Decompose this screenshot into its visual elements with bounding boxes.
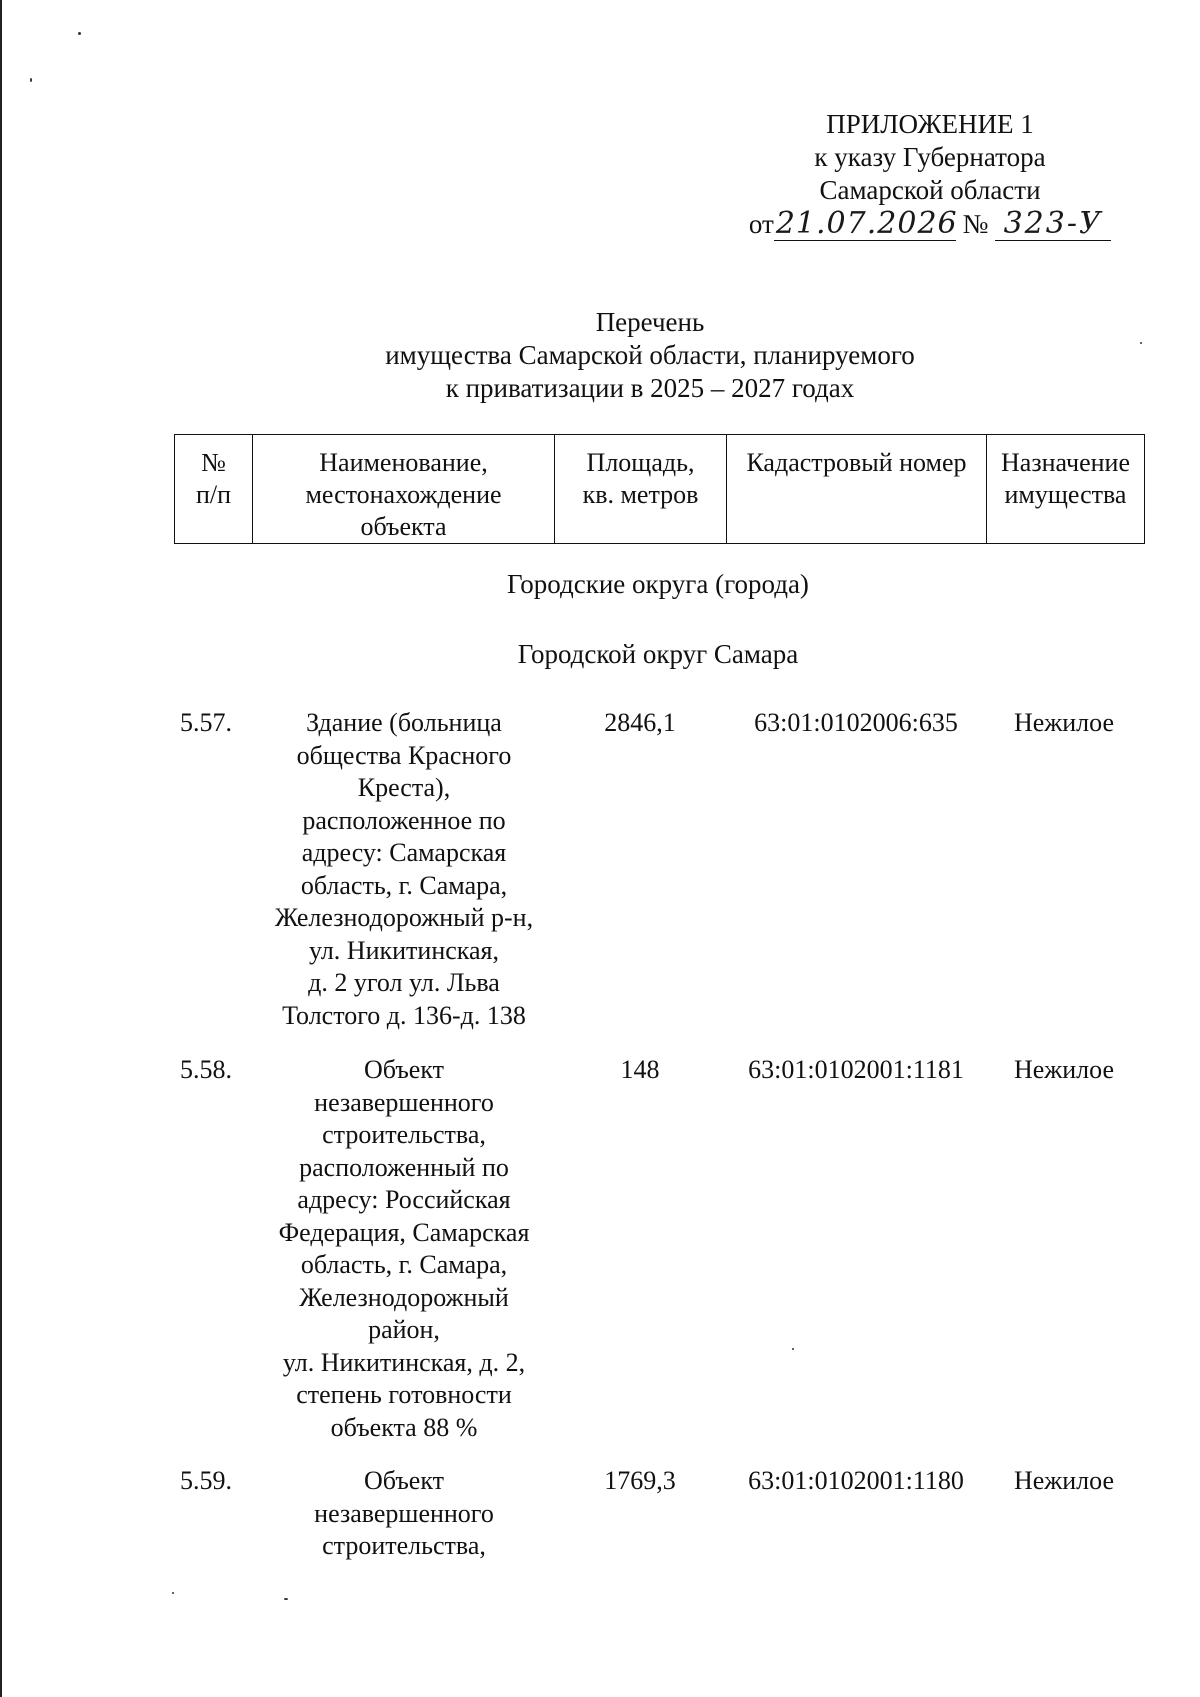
name-line: область, г. Самара, (300, 870, 508, 900)
scan-speck (78, 32, 81, 35)
table-row (174, 1054, 1142, 1442)
name-line: район, (368, 1315, 440, 1344)
name-line: расположенное по (302, 805, 506, 835)
scan-speck (30, 78, 32, 82)
name-line: общества Красного (296, 740, 512, 770)
appendix-line-decree: к указу Губернатора (814, 142, 1046, 172)
header-cell-cadastral (727, 435, 987, 544)
name-line: степень готовности (296, 1380, 512, 1409)
name-line: Объект (364, 1466, 444, 1495)
header-name-line: объекта (360, 512, 447, 541)
appendix-line-region: Самарской области (819, 175, 1041, 205)
name-line: область, г. Самара, (300, 1250, 508, 1279)
name-line: Креста), (357, 773, 451, 802)
header-num-line: № (201, 448, 226, 477)
name-line: ул. Никитинская, (308, 935, 500, 965)
name-line: Железнодорожный р-н, (274, 903, 534, 932)
table-row (174, 1465, 1142, 1560)
row-number: 5.59. (180, 1466, 232, 1495)
appendix-date-number (720, 207, 1140, 241)
section-district-heading: Городской округ Самара (517, 639, 799, 669)
table-row (174, 707, 1142, 1030)
scan-speck (172, 1592, 174, 1594)
header-cadastral-line: Кадастровый номер (746, 448, 967, 477)
page-left-edge (0, 0, 2, 1697)
row-area: 2846,1 (604, 708, 676, 737)
header-cell-area (555, 435, 727, 544)
name-line: незавершенного (314, 1498, 494, 1528)
name-line: строительства, (322, 1531, 486, 1560)
header-row (175, 435, 1145, 544)
appendix-header (720, 108, 1140, 241)
name-line: Объект (364, 1055, 444, 1084)
row-number: 5.58. (180, 1055, 232, 1084)
header-cell-name (253, 435, 555, 544)
scan-speck (792, 1348, 794, 1350)
header-cell-num (175, 435, 253, 544)
header-purpose-line: имущества (1004, 480, 1127, 509)
header-name-line: Наименование, (319, 448, 488, 477)
header-num-line: п/п (195, 480, 232, 509)
number-prefix: № (962, 209, 989, 239)
row-object-name (254, 707, 554, 1032)
row-area: 1769,3 (604, 1466, 676, 1495)
header-area-line: кв. метров (582, 480, 699, 509)
header-purpose-line: Назначение (1001, 448, 1130, 477)
name-line: д. 2 угол ул. Льва (308, 968, 500, 997)
table-header (174, 434, 1145, 544)
row-purpose: Нежилое (1013, 708, 1115, 737)
name-line: адресу: Российская (297, 1185, 511, 1214)
name-line: Толстого д. 136-д. 138 (282, 1000, 526, 1030)
header-cell-purpose (987, 435, 1145, 544)
appendix-title: ПРИЛОЖЕНИЕ 1 (826, 109, 1034, 139)
row-object-name (254, 1054, 554, 1444)
row-purpose: Нежилое (1013, 1055, 1115, 1084)
title-line-1: Перечень (595, 307, 705, 337)
name-line: адресу: Самарская (301, 838, 507, 867)
header-area-line: Площадь, (586, 448, 695, 477)
row-area: 148 (620, 1055, 660, 1084)
name-line: Здание (больница (306, 708, 502, 737)
handwritten-number: 323-У (995, 207, 1111, 241)
document-title (250, 306, 1050, 405)
name-line: Федерация, Самарская (278, 1217, 530, 1247)
name-line: объекта 88 % (330, 1412, 478, 1442)
row-cadastral-number: 63:01:0102006:635 (754, 708, 958, 737)
scan-speck (284, 1598, 288, 1600)
row-object-name (254, 1465, 554, 1563)
scan-speck (1140, 342, 1142, 344)
row-cadastral-number: 63:01:0102001:1181 (748, 1055, 964, 1084)
name-line: строительства, (322, 1120, 486, 1149)
row-purpose: Нежилое (1013, 1466, 1115, 1495)
name-line: незавершенного (314, 1087, 494, 1117)
header-name-line: местонахождение (305, 480, 502, 509)
name-line: расположенный по (299, 1152, 509, 1182)
row-number: 5.57. (180, 708, 232, 737)
title-line-3: к приватизации в 2025 – 2027 годах (445, 373, 855, 403)
date-prefix: от (748, 209, 774, 239)
name-line: Железнодорожный (299, 1282, 509, 1312)
row-cadastral-number: 63:01:0102001:1180 (748, 1466, 964, 1495)
title-line-2: имущества Самарской области, планируемого (385, 340, 915, 370)
handwritten-date: 21.07.2026 (775, 206, 958, 241)
name-line: ул. Никитинская, д. 2, (282, 1347, 526, 1377)
section-group-heading: Городские округа (города) (507, 569, 809, 599)
